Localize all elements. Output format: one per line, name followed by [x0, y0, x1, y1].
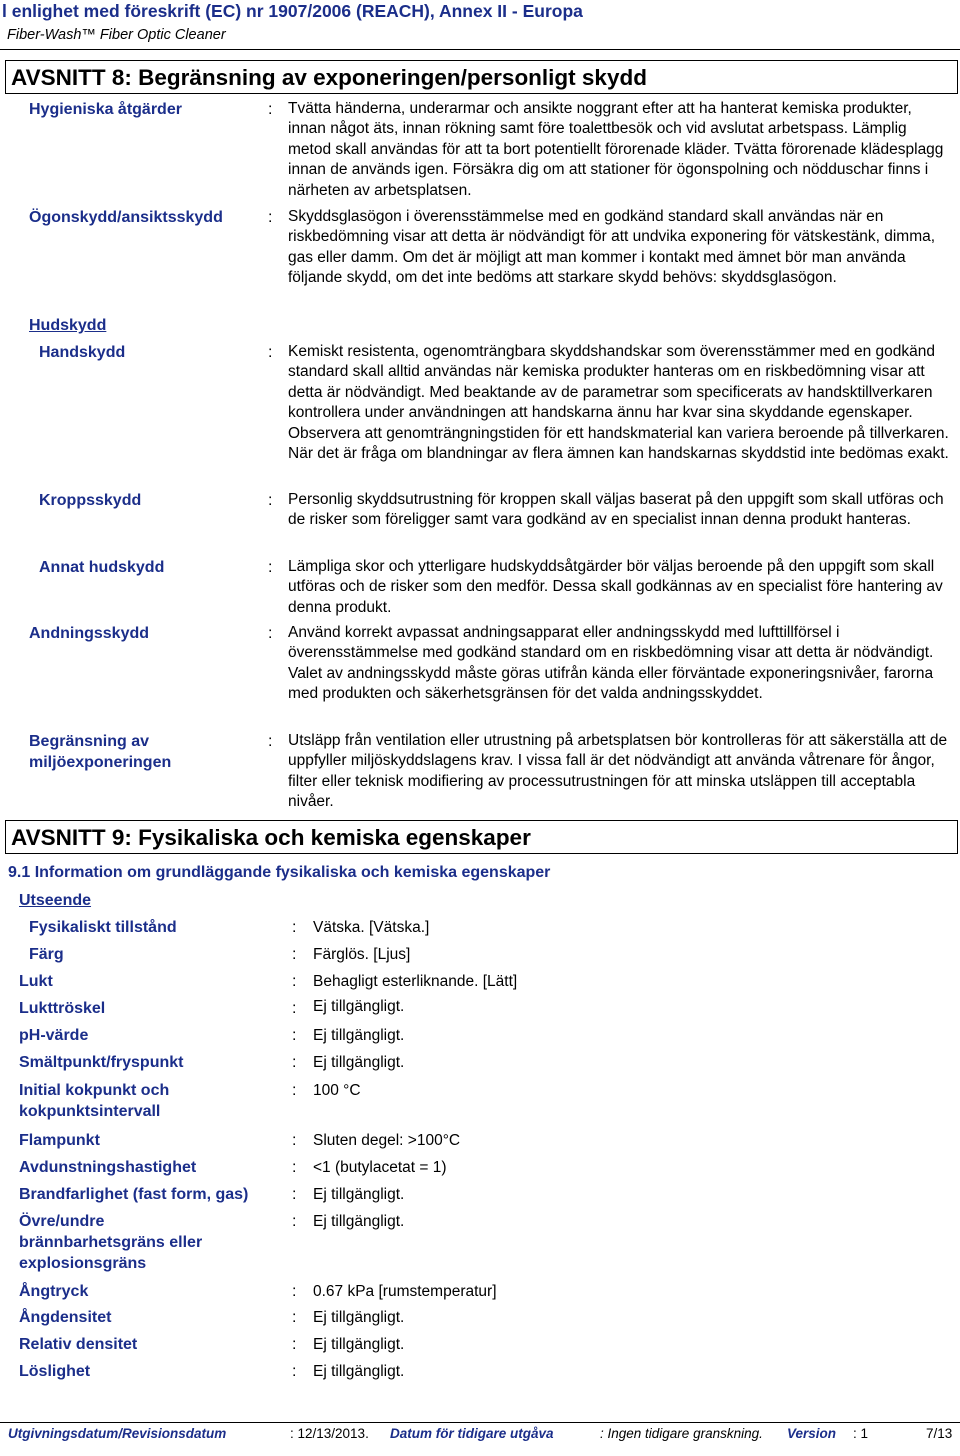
colon: :: [292, 1363, 297, 1380]
issue-date-value: : 12/13/2013.: [290, 1426, 369, 1441]
version-label: Version: [787, 1426, 837, 1441]
explosion-limits-label: [19, 1211, 202, 1274]
colon: :: [292, 1027, 297, 1044]
solubility-label: Löslighet: [19, 1363, 91, 1380]
ph-label: pH-värde: [19, 1027, 89, 1044]
respiratory-protection-text: Använd korrekt avpassat andningsapparat eller andningsskydd med lufttillförsel i överensstämmelse med godkänd standard om en riskbedömning visar att detta är nödvändigt. Valet av andningsskydd måste göras utifrån kända eller förväntade exponeringsnivåer, farorna med produkten och säkerhetsgränsen för det valda andningsskyddet.: [288, 624, 934, 703]
other-skin-protection-label: Annat hudskydd: [39, 559, 165, 576]
color-value: Färglös. [Ljus]: [313, 946, 411, 963]
colon: :: [268, 209, 273, 226]
environmental-exposure-text: Utsläpp från ventilation eller utrustning på arbetsplatsen bör kontrolleras för att säkerställa att de uppfyller miljöskyddslagens krav. I vissa fall är det nödvändigt att använda våtrenare för ångor, filter eller teknisk modifiering av processutrustningen för att minska utsläppen till acceptabla nivåer.: [288, 732, 948, 811]
colon: :: [292, 1054, 297, 1071]
melting-point-label: Smältpunkt/fryspunkt: [19, 1054, 184, 1071]
relative-density-label: Relativ densitet: [19, 1336, 138, 1353]
header-divider: [0, 49, 960, 50]
explosion-limits-label-line2: brännbarhetsgräns eller: [19, 1234, 203, 1251]
colon: :: [292, 1309, 297, 1326]
flash-point-label: Flampunkt: [19, 1132, 100, 1149]
odor-threshold-label: Lukttröskel: [19, 1000, 106, 1017]
flammability-value: Ej tillgängligt.: [313, 1186, 405, 1203]
colon: :: [292, 1186, 297, 1203]
colon: :: [292, 1132, 297, 1149]
colon: :: [292, 1283, 297, 1300]
flash-point-value: Sluten degel: >100°C: [313, 1132, 461, 1149]
melting-point-value: Ej tillgängligt.: [313, 1054, 405, 1071]
solubility-value: Ej tillgängligt.: [313, 1363, 405, 1380]
vapor-density-label: Ångdensitet: [19, 1309, 112, 1326]
hygiene-text: Tvätta händerna, underarmar och ansikte noggrant efter att ha hanterat kemiska produkter, innan något äts, innan rökning samt före toalettbesök och vid avslutat arbetspass. Lämplig metod skall användas för att ta bort potentiellt förorenade kläder. Tvätta förorenade klädesplagg innan de används igen. Försäkra dig om att stationer för ögonspolning och nödduschar finns i närheten av arbetsplatsen.: [288, 100, 944, 199]
subsection-9-1-heading: 9.1 Information om grundläggande fysikaliska och kemiska egenskaper: [8, 864, 551, 881]
colon: :: [268, 492, 273, 509]
section-9-heading: AVSNITT 9: Fysikaliska och kemiska egenskaper: [5, 820, 958, 854]
respiratory-protection-label: Andningsskydd: [29, 625, 150, 642]
eye-protection-label: Ögonskydd/ansiktsskydd: [29, 209, 223, 226]
other-skin-protection-text: Lämpliga skor och ytterligare hudskyddsåtgärder bör väljas beroende på den uppgift som skall utföras och de risker som den medför. Dessa skall godkännas av en specialist före hantering av denna produkt.: [288, 558, 943, 616]
body-protection-text: Personlig skyddsutrustning för kroppen skall väljas baserat på den uppgift som skall utföras och de risker som föreligger samt vara godkänd av en specialist innan denna produkt hanteras.: [288, 491, 944, 529]
ph-value: Ej tillgängligt.: [313, 1027, 405, 1044]
relative-density-value: Ej tillgängligt.: [313, 1336, 405, 1353]
vapor-pressure-label: Ångtryck: [19, 1283, 89, 1300]
colon: :: [292, 1336, 297, 1353]
odor-label: Lukt: [19, 973, 53, 990]
explosion-limits-label-line1: Övre/undre: [19, 1213, 105, 1230]
evaporation-rate-value: <1 (butylacetat = 1): [313, 1159, 447, 1176]
document-title: l enlighet med föreskrift (EC) nr 1907/2006 (REACH), Annex II - Europa: [2, 1, 583, 21]
boiling-point-value: 100 °C: [313, 1082, 361, 1099]
environmental-exposure-label-line1: Begränsning av: [29, 733, 150, 750]
colon: :: [292, 919, 297, 936]
physical-state-label: Fysikaliskt tillstånd: [29, 919, 177, 936]
colon: :: [292, 946, 297, 963]
colon: :: [268, 625, 273, 642]
issue-date-label: Utgivningsdatum/Revisionsdatum: [8, 1426, 227, 1441]
vapor-density-value: Ej tillgängligt.: [313, 1309, 405, 1326]
footer-divider: [0, 1422, 960, 1423]
flammability-label: Brandfarlighet (fast form, gas): [19, 1186, 249, 1203]
color-label: Färg: [29, 946, 64, 963]
explosion-limits-value: Ej tillgängligt.: [313, 1213, 405, 1230]
appearance-label: Utseende: [19, 892, 92, 909]
version-value: : 1: [853, 1426, 869, 1441]
colon: :: [292, 1000, 297, 1017]
hygiene-label: Hygieniska åtgärder: [29, 101, 182, 118]
odor-value: Behagligt esterliknande. [Lätt]: [313, 973, 518, 990]
environmental-exposure-label-line2: miljöexponeringen: [29, 754, 172, 771]
explosion-limits-label-line3: explosionsgräns: [19, 1255, 147, 1272]
evaporation-rate-label: Avdunstningshastighet: [19, 1159, 197, 1176]
colon: :: [268, 559, 273, 576]
colon: :: [292, 973, 297, 990]
colon: :: [268, 344, 273, 361]
boiling-point-label-line1: Initial kokpunkt och: [19, 1082, 170, 1099]
colon: :: [292, 1213, 297, 1230]
previous-issue-value: : Ingen tidigare granskning.: [600, 1426, 763, 1441]
boiling-point-label: [19, 1080, 169, 1122]
boiling-point-label-line2: kokpunktsintervall: [19, 1103, 161, 1120]
colon: :: [292, 1082, 297, 1099]
eye-protection-text: Skyddsglasögon i överensstämmelse med en godkänd standard skall användas när en riskbedömning visar att detta är nödvändigt för att undvika exponering för vätskestänk, dimma, gas eller damm. Om det är möjligt att man kommer i kontakt med ämnet bör man använda följande skydd, om det inte bedöms att starkare skydd behövs: skyddsglasögon.: [288, 208, 936, 287]
skin-protection-label: Hudskydd: [29, 317, 107, 334]
hand-protection-text: Kemiskt resistenta, ogenomträngbara skyddshandskar som överensstämmer med en godkänd standard skall alltid användas när kemiska produkter hanteras om en riskbedömning visar att detta är nödvändigt. Med beaktande av de parametrar som specificerats av handsktillverkaren kontrollera under användningen att handskarna ännu har kvar sina skyddande egenskaper. Observera att genomträngningstiden för ett handskmaterial kan variera beroende på tillverkaren. När det är fråga om blandningar av flera ämnen kan handskarnas skyddstid inte bedömas exakt.: [288, 343, 949, 463]
product-name: Fiber-Wash™ Fiber Optic Cleaner: [7, 27, 226, 43]
environmental-exposure-label: [29, 731, 171, 773]
vapor-pressure-value: 0.67 kPa [rumstemperatur]: [313, 1283, 497, 1300]
physical-state-value: Vätska. [Vätska.]: [313, 919, 430, 936]
colon: :: [268, 733, 273, 750]
body-protection-label: Kroppsskydd: [39, 492, 142, 509]
colon: :: [268, 101, 273, 118]
odor-threshold-value: Ej tillgängligt.: [313, 998, 405, 1015]
page-number: 7/13: [926, 1426, 953, 1441]
section-8-heading: AVSNITT 8: Begränsning av exponeringen/personligt skydd: [5, 60, 958, 94]
colon: :: [292, 1159, 297, 1176]
previous-issue-label: Datum för tidigare utgåva: [390, 1426, 554, 1441]
hand-protection-label: Handskydd: [39, 344, 126, 361]
